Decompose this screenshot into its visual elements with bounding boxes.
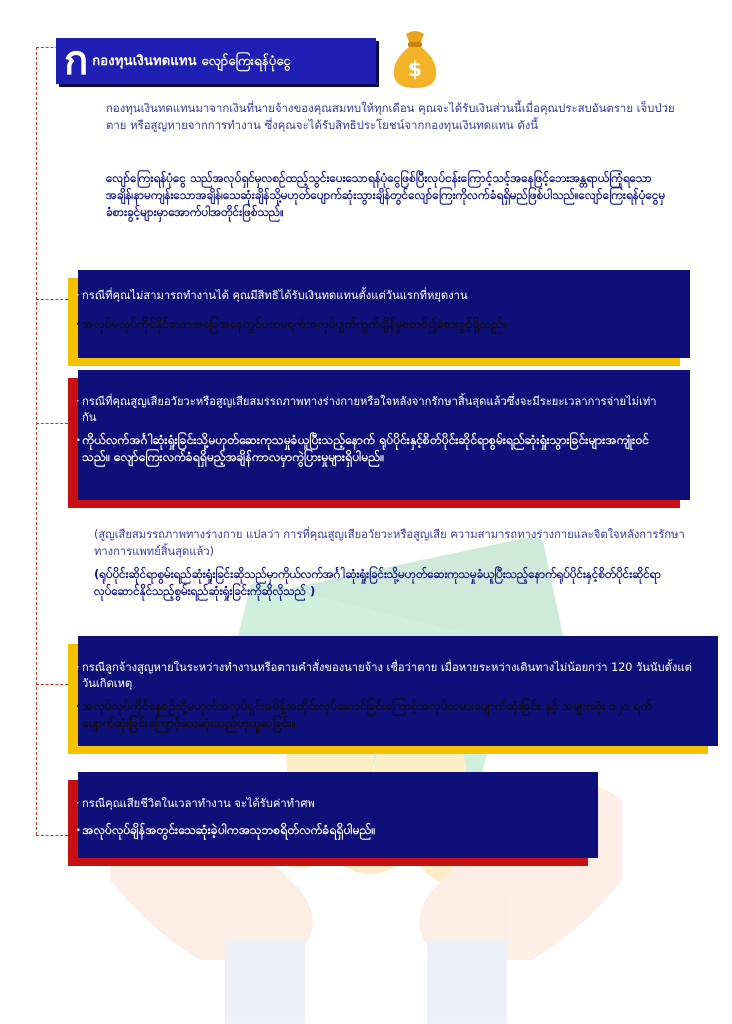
svg-text:$: $ [408,57,422,81]
timeline-tick [36,835,68,836]
page-title: กองทุนเงินทดแทน လျော်ကြေးရန်ပုံငွေ [92,54,291,69]
card-burmese-text: အလုပ်လုပ်ချိန်အတွင်းသေဆုံးခဲ့ပါကအသုဘစရိတ်လက်ခံရရှိပါမည်။ [82,823,375,837]
timeline-tick [36,423,68,424]
benefit-card-disability: · กรณีที่คุณสูญเสียอวัยวะหรือสูญเสียสมรรถภาพทางร่างกายหรือใจหลังจากรักษาสิ้นสุดแล้วซึ่งจะมีระยะเวลาการจ่ายไม่เท่ากัน · ကိုယ်လက်အင်္ဂါဆုံးရှုံးခြင်းသို့မဟုတ်ဆေးကုသမှုခံယူပြီးသည့်နောက် ရုပ်ပိုင်းနှင့်စိတ်ပိုင်းဆိုင်ရာစွမ်းရည်ဆုံးရှုံးသွားခြင်းများအကျုံးဝင်သည်။ လျော်ကြေးလက်ခံရရှိမည့်အချိန်ကာလမှာကွဲပြားမှုများရှိပါမည်။ [68,378,680,508]
timeline-line [36,47,37,835]
card-burmese-text: ကိုယ်လက်အင်္ဂါဆုံးရှုံးခြင်းသို့မဟုတ်ဆေးကုသမှုခံယူပြီးသည့်နောက် ရုပ်ပိုင်းနှင့်စိတ်ပိုင်းဆိုင်ရာစွမ်းရည်ဆုံးရှုံးသွားခြင်းများအကျုံးဝင်သည်။ လျော်ကြေးလက်ခံရရှိမည့်အချိန်ကာလမှာကွဲပြားမှုများရှိပါမည်။ [82,433,649,464]
benefit-card-missing-worker: · กรณีลูกจ้างสูญหายในระหว่างทำงานหรือตามคำสั่งของนายจ้าง เชื่อว่าตาย เมื่อหายระหว่างเดินทางไม่น้อยกว่า 120 วันนับตั้งแต่วันเกิดเหตุ · အလုပ်လုပ်ကိုင်နေစဉ်သို့မဟုတ်အလုပ်ရှင်အမိန့်အတိုင်းလုပ်ဆောင်ခြင်းကြောင့်အလုပ်သမားပျောက်ဆုံးခြင်း နှင့် အများဆုံး ၁၂၀ ရက်ပျောက်ဆုံးခြင်းကြောင့်သေဆုံးသည်ဟုယူဆခြင်း။ [68,644,708,754]
timeline-tick [36,299,68,300]
page-header [56,38,376,84]
benefit-card-work-incapacity: · กรณีที่คุณไม่สามารถทำงานได้ คุณมีสิทธิได้รับเงินทดแทนตั้งแต่วันแรกที่หยุดงาน · အလုပ်မလုပ်ကိုင်နိုင်သောအခြေအနေတွင်ပထမရက်အလုပ်ပျက်ကွက်ချိန်မှစတင်၍ခံစားခွင့်ရှိသည်။ [68,278,680,366]
intro-thai-text: กองทุนเงินทดแทนมาจากเงินที่นายจ้างของคุณสมทบให้ทุกเดือน คุณจะได้รับเงินส่วนนี้เมื่อคุณประสบอันตราย เจ็บป่วย ตาย หรือสูญหายจากการทำงาน ซึ่งคุณจะได้รับสิทธิประโยชน์จากกองทุนเงินทดแทน ดังนี้ [106,101,675,132]
card-thai-text: กรณีคุณเสียชีวิตในเวลาทำงาน จะได้รับค่าทำศพ [82,797,315,810]
note-burmese-text: (ရုပ်ပိုင်းဆိုင်ရာစွမ်းရည်ဆုံးရှုံးခြင်းဆိုသည်မှာကိုယ်လက်အင်္ဂါဆုံးရှုံးခြင်းသို့မဟုတ်ဆေးကုသမှုခံယူပြီးသည့်နောက်ရုပ်ပိုင်းနှင့်စိတ်ပိုင်းဆိုင်ရာလုပ်ဆောင်နိုင်သည့်စွမ်းရည်ဆုံးရှုံးခြင်းကိုဆိုလိုသည် ) [94,567,662,598]
money-bag-icon [388,26,442,90]
note-thai-text: (สูญเสียสมรรถภาพทางร่างกาย แปลว่า การที่คุณสูญเสียอวัยวะหรือสูญเสีย ความสามารถทางร่างกายและจิตใจหลังการรักษาทางการแพทย์สิ้นสุดแล้ว) [94,528,685,558]
card-burmese-text: အလုပ်မလုပ်ကိုင်နိုင်သောအခြေအနေတွင်ပထမရက်အလုပ်ပျက်ကွက်ချိန်မှစတင်၍ခံစားခွင့်ရှိသည်။ [82,317,507,331]
card-thai-text: กรณีที่คุณสูญเสียอวัยวะหรือสูญเสียสมรรถภาพทางร่างกายหรือใจหลังจากรักษาสิ้นสุดแล้วซึ่งจะมีระยะเวลาการจ่ายไม่เท่ากัน [82,395,657,424]
header-initial: ก [64,37,89,84]
intro-burmese-text: လျော်ကြေးရန်ပုံငွေ သည်အလုပ်ရှင်မှလစဉ်ထည့်သွင်းပေးသောရန်ပုံငွေဖြစ်ပြီးလုပ်ငန်းကြောင့်သင့်အနေဖြင့်ဘေးအန္တရာယ်ကြုံရသောအချိန်၊နာမကျန်းသောအချိန်၊သေဆုံးချိန်သို့မဟုတ်ပျောက်ဆုံးသွားချိန်တွင်လျော်ကြေးကိုလက်ခံရရှိမည်ဖြစ်ပါသည်။လျော်ကြေးရန်ပုံငွေမှခံစားခွင့်များမှာအောက်ပါအတိုင်းဖြစ်သည်။ [106,171,666,219]
benefit-card-funeral: · กรณีคุณเสียชีวิตในเวลาทำงาน จะได้รับค่าทำศพ · အလုပ်လုပ်ချိန်အတွင်းသေဆုံးခဲ့ပါကအသုဘစရိတ်လက်ခံရရှိပါမည်။ [68,780,588,866]
card-burmese-text: အလုပ်လုပ်ကိုင်နေစဉ်သို့မဟုတ်အလုပ်ရှင်အမိန့်အတိုင်းလုပ်ဆောင်ခြင်းကြောင့်အလုပ်သမားပျောက်ဆုံးခြင်း နှင့် အများဆုံး ၁၂၀ ရက်ပျောက်ဆုံးခြင်းကြောင့်သေဆုံးသည်ဟုယူဆခြင်း။ [82,699,653,730]
card-thai-text: กรณีลูกจ้างสูญหายในระหว่างทำงานหรือตามคำสั่งของนายจ้าง เชื่อว่าตาย เมื่อหายระหว่างเดินทางไม่น้อยกว่า 120 วันนับตั้งแต่วันเกิดเหตุ [82,661,692,690]
card-thai-text: กรณีที่คุณไม่สามารถทำงานได้ คุณมีสิทธิได้รับเงินทดแทนตั้งแต่วันแรกที่หยุดงาน [82,289,468,302]
timeline-tick [36,684,68,685]
